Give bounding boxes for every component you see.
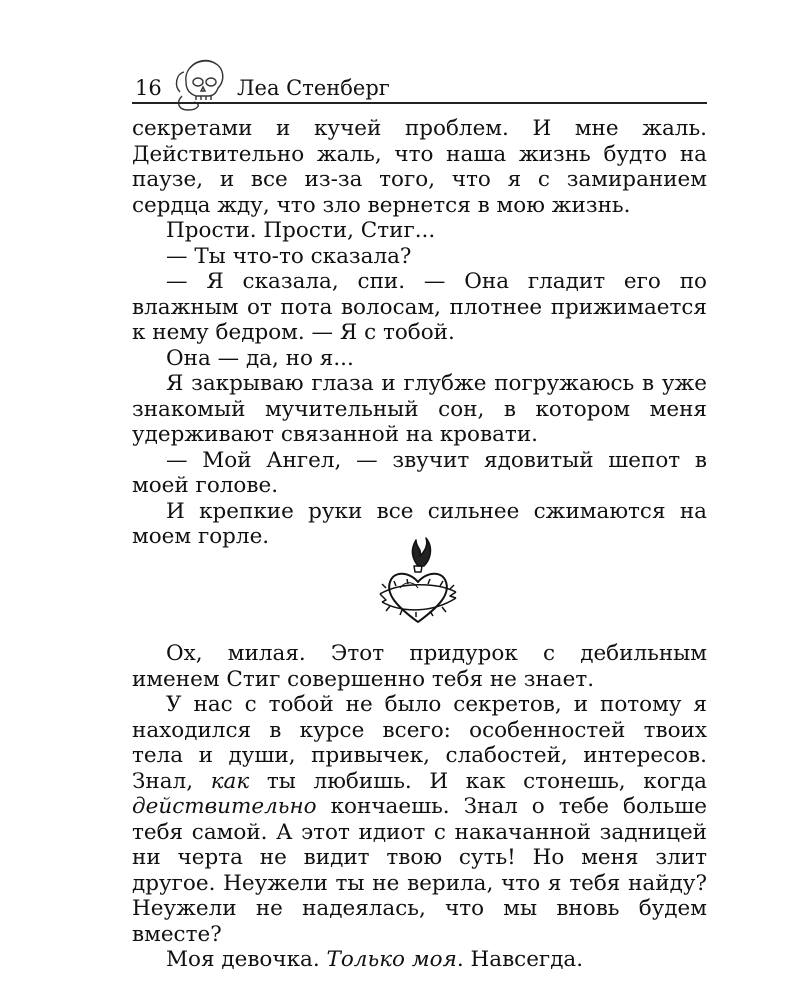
text-run: кончаешь. Знал о тебе больше тебя самой. А этот идиот с накачанной задницей ни черта не видит твою суть! Но меня злит другое. Неужели ты не верила, что я тебя найду? Неужели не надеялась, что мы вновь будем вместе? <box>132 794 707 947</box>
header-divider-line <box>132 102 707 104</box>
running-header <box>132 52 707 112</box>
paragraph: Прости. Прости, Стиг... <box>166 218 436 243</box>
paragraph <box>132 947 707 973</box>
text-run: У нас с тобой не было секретов, и потому я находился в курсе всего: особенностей твоих тела и души, привычек, слабостей, интересов. Знал, <box>132 692 707 794</box>
dialogue-line: — Мой Ангел, — звучит ядовитый шепот в моей голове. <box>132 447 707 498</box>
paragraph: Ох, милая. Этот придурок с дебильным именем Стиг совершенно тебя не знает. <box>132 641 707 692</box>
text-run: Моя девочка. <box>166 947 320 972</box>
dialogue-line: — Ты что-то сказала? <box>166 243 412 269</box>
flaming-heart-thorns-icon <box>376 536 460 624</box>
paragraph: Я закрываю глаза и глубже погружаюсь в уже знакомый мучительный сон, в котором меня удерживают связанной на кровати. <box>132 371 707 447</box>
paragraph <box>132 692 707 947</box>
page-number: 16 <box>135 76 162 100</box>
text-run: ты любишь. И как стонешь, когда <box>266 768 707 794</box>
dialogue-line: — Я сказала, спи. — Она гладит его по влажным от пота волосам, плотнее прижимается к нему бедром. — Я с тобой. <box>132 269 707 345</box>
text-block-1 <box>132 116 707 550</box>
italic-run: Только моя <box>326 947 457 972</box>
author-name: Леа Стенберг <box>237 76 390 100</box>
paragraph: И крепкие руки все сильнее сжимаются на моем горле. <box>132 498 707 549</box>
paragraph: секретами и кучей проблем. И мне жаль. Действительно жаль, что наша жизнь будто на паузе, и все из-за того, что я с замиранием сердца жду, что зло вернется в мою жизнь. <box>132 116 707 218</box>
italic-run: как <box>210 768 250 794</box>
text-run: . Навсегда. <box>456 947 584 972</box>
skull-snake-icon <box>172 52 232 114</box>
paragraph: Она — да, но я... <box>166 345 354 371</box>
text-block-2 <box>132 641 707 973</box>
italic-run: действительно <box>132 794 317 819</box>
